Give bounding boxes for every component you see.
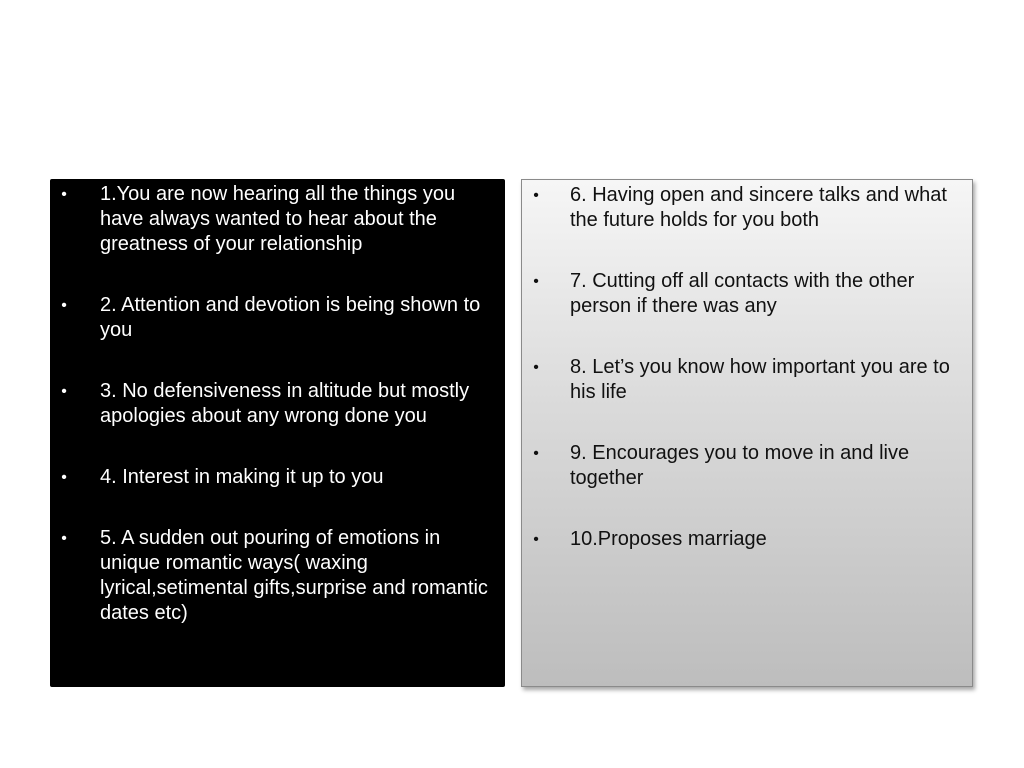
list-item-text: 9. Encourages you to move in and live together xyxy=(570,442,910,489)
bullet-icon: • xyxy=(533,445,539,462)
list-item xyxy=(522,269,964,319)
list-item xyxy=(522,183,964,233)
list-item-text: 3. No defensiveness in altitude but mostly apologies about any wrong done you xyxy=(100,380,470,427)
list-item-text: 8. Let’s you know how important you are to his life xyxy=(570,356,950,403)
bullet-icon: • xyxy=(533,273,539,290)
bullet-icon: • xyxy=(533,359,539,376)
list-item-text: 6. Having open and sincere talks and what the future holds for you both xyxy=(570,184,947,231)
list-item-text: 1.You are now hearing all the things you have always wanted to hear about the greatness of your relationship xyxy=(100,183,456,255)
list-item-text: 5. A sudden out pouring of emotions in unique romantic ways( waxing lyrical,setimental gifts,surprise and romantic dates etc) xyxy=(100,527,488,624)
list-item-text: 7. Cutting off all contacts with the other person if there was any xyxy=(570,270,915,317)
right-text-panel xyxy=(521,179,973,687)
list-item xyxy=(522,527,964,552)
list-item xyxy=(50,379,491,429)
list-item-text: 2. Attention and devotion is being shown to you xyxy=(100,294,481,341)
bullet-icon: • xyxy=(533,531,539,548)
list-item-text: 4. Interest in making it up to you xyxy=(100,466,384,488)
list-item xyxy=(522,355,964,405)
bullet-icon: • xyxy=(61,297,67,314)
list-item xyxy=(50,465,491,490)
bullet-icon: • xyxy=(61,469,67,486)
left-bullet-list xyxy=(50,179,505,626)
list-item xyxy=(50,526,491,626)
left-text-panel xyxy=(50,179,505,687)
list-item xyxy=(50,293,491,343)
right-bullet-list xyxy=(522,180,972,552)
bullet-icon: • xyxy=(61,186,67,203)
bullet-icon: • xyxy=(533,187,539,204)
list-item xyxy=(50,182,491,257)
bullet-icon: • xyxy=(61,383,67,400)
list-item-text: 10.Proposes marriage xyxy=(570,528,767,550)
bullet-icon: • xyxy=(61,530,67,547)
list-item xyxy=(522,441,964,491)
